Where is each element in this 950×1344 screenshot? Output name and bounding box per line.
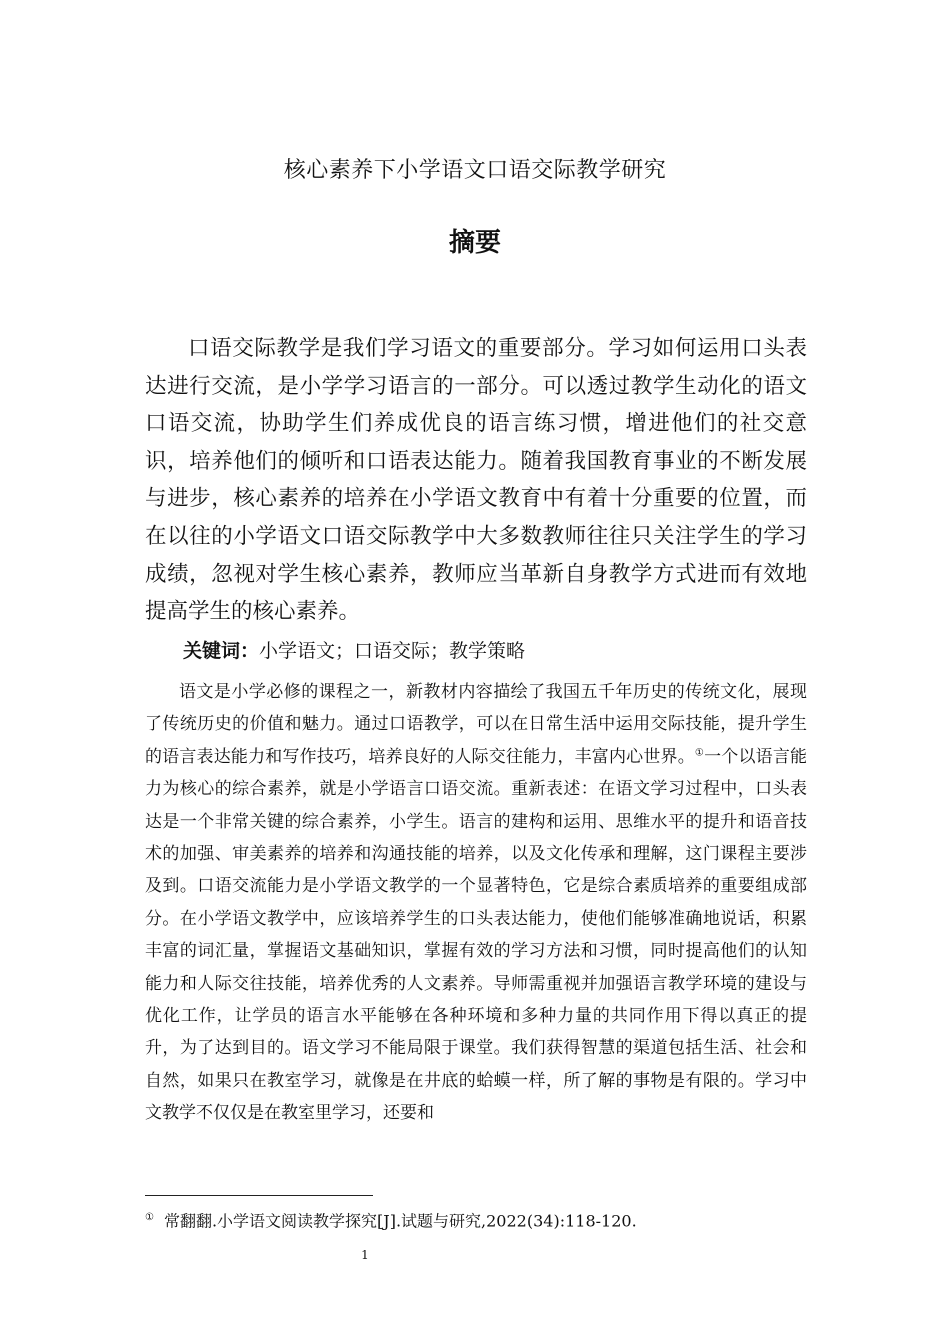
abstract-heading: 摘要 xyxy=(448,228,501,258)
page-title: 核心素养下小学语文口语交际教学研究 xyxy=(283,158,667,183)
keywords-label: 关键词： xyxy=(183,640,260,662)
body-text-part1: 语文是小学必修的课程之一，新教材内容描绘了我国五千年历史的传统文化，展现了传统历史的价值和魅力。通过口语教学，可以在日常生活中运用交际技能，提升学生的语言表达能力和写作技巧，培养良好的人际交往能力，丰富内心世界。 xyxy=(145,682,807,767)
footnote-divider xyxy=(145,1195,373,1196)
footnote xyxy=(145,1207,845,1232)
footnote-marker: ① xyxy=(145,1212,154,1223)
page-number: 1 xyxy=(361,1248,369,1262)
body-paragraph xyxy=(145,676,807,1130)
footnote-reference[interactable]: ① xyxy=(694,747,705,759)
footnote-text: 常翻翻.小学语文阅读教学探究[J].试题与研究,2022(34):118-120. xyxy=(163,1211,637,1231)
body-text-part2: 一个以语言能力为核心的综合素养，就是小学语言口语交流。重新表述：在语文学习过程中，口头表达是一个非常关键的综合素养，小学生。语言的建构和运用、思维水平的提升和语音技术的加强、审美素养的培养和沟通技能的培养，以及文化传承和理解，这门课程主要涉及到。口语交流能力是小学语文教学的一个显著特色，它是综合素质培养的重要组成部分。在小学语文教学中，应该培养学生的口头表达能力，使他们能够准确地说话，积累丰富的词汇量，掌握语文基础知识，掌握有效的学习方法和习惯，同时提高他们的认知能力和人际交往技能，培养优秀的人文素养。导师需重视并加强语言教学环境的建设与优化工作，让学员的语言水平能够在各种环境和多种力量的共同作用下得以真正的提升，为了达到目的。语文学习不能局限于课堂。我们获得智慧的渠道包括生活、社会和自然，如果只在教室学习，就像是在井底的蛤蟆一样，所了解的事物是有限的。学习中文教学不仅仅是在教室里学习，还要和 xyxy=(145,746,808,1124)
abstract-paragraph: 口语交际教学是我们学习语文的重要部分。学习如何运用口头表达进行交流，是小学学习语言的一部分。可以透过教学生动化的语文口语交流，协助学生们养成优良的语言练习惯，增进他们的社交意识，培养他们的倾听和口语表达能力。随着我国教育事业的不断发展与进步，核心素养的培养在小学语文教育中有着十分重要的位置，而在以往的小学语文口语交际教学中大多数教师往往只关注学生的学习成绩，忽视对学生核心素养，教师应当革新自身教学方式进而有效地提高学生的核心素养。 xyxy=(145,336,807,625)
keywords-value: 小学语文；口语交际；教学策略 xyxy=(259,640,526,662)
keywords-line xyxy=(145,636,807,666)
